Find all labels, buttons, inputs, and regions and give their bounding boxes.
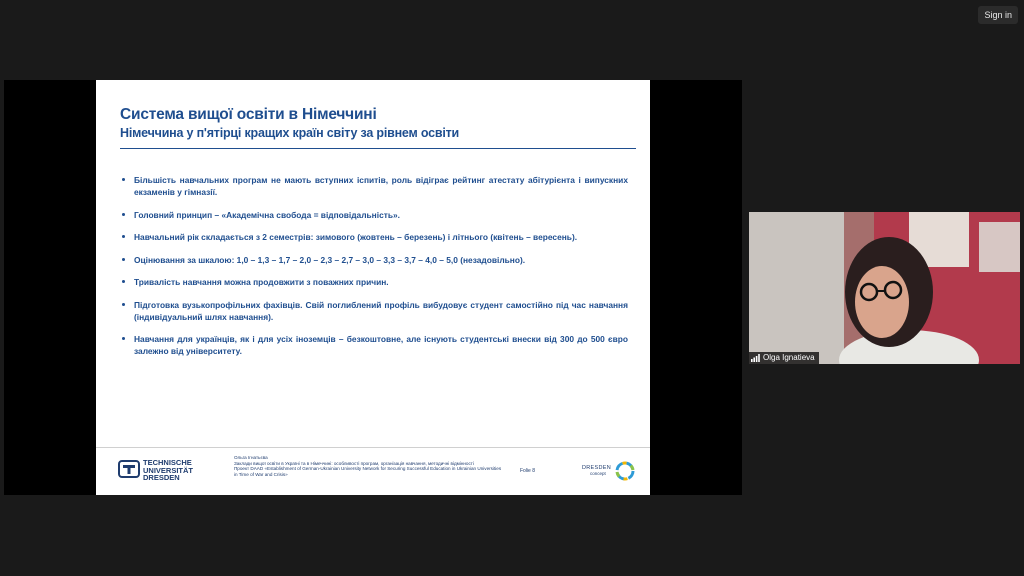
tu-dresden-logo-icon bbox=[118, 460, 140, 478]
slide-footer bbox=[96, 447, 650, 495]
bullet-list bbox=[120, 174, 628, 368]
bullet-item: Підготовка вузькопрофільних фахівців. Свій поглиблений профіль вибудовує студент самостійно під час навчання (індивідуальний шлях навчання). bbox=[120, 299, 628, 323]
bullet-item: Тривалість навчання можна продовжити з поважних причин. bbox=[120, 276, 628, 288]
participant-name-tag bbox=[749, 352, 819, 364]
bullet-item: Більшість навчальних програм не мають вступних іспитів, роль відіграє рейтинг атестату абітурієнта і випускних екзаменів у гімназії. bbox=[120, 174, 628, 198]
slide-subtitle: Німеччина у п'ятірці кращих країн світу за рівнем освіти bbox=[120, 126, 460, 140]
participant-video-tile[interactable] bbox=[749, 212, 1020, 364]
dresden-concept-logo-icon bbox=[614, 460, 636, 482]
university-name-line: UNIVERSITÄT bbox=[143, 465, 194, 475]
footer-info bbox=[234, 455, 504, 477]
bullet-item: Головний принцип – «Академічна свобода = відповідальність». bbox=[120, 209, 628, 221]
participant-video-icon bbox=[749, 212, 1020, 364]
footer-topic: Заклади вищої освіти в Україні та в Німеччині: особливості програм, організація навчання, методичні відмінності bbox=[234, 460, 474, 466]
university-name-line: TECHNISCHE bbox=[143, 458, 192, 467]
bullet-item: Навчання для українців, як і для усіх іноземців – безкоштовне, але існують студентські внески від 300 до 500 євро залежно від університету. bbox=[120, 333, 628, 357]
signal-bars-icon bbox=[751, 354, 760, 362]
bullet-item: Навчальний рік складається з 2 семестрів: зимового (жовтень – березень) і літнього (квітень – вересень). bbox=[120, 231, 628, 243]
title-divider bbox=[120, 148, 636, 149]
slide-page-number: Folie 8 bbox=[520, 468, 536, 474]
partner-name: DRESDEN bbox=[582, 465, 611, 471]
dresden-concept-name bbox=[582, 465, 611, 477]
university-name bbox=[143, 459, 213, 482]
participant-name: Olga Ignatieva bbox=[763, 353, 815, 362]
bullet-item: Оцінювання за шкалою: 1,0 – 1,3 – 1,7 – 2,0 – 2,3 – 2,7 – 3,0 – 3,3 – 3,7 – 4,0 – 5,0 (незадовільно). bbox=[120, 254, 628, 266]
partner-sub: concept bbox=[590, 471, 606, 476]
footer-author: Ольга Ігнатьєва bbox=[234, 455, 268, 460]
university-name-line: DRESDEN bbox=[143, 473, 180, 483]
sign-in-button[interactable]: Sign in bbox=[978, 6, 1018, 24]
presentation-slide bbox=[96, 80, 650, 495]
slide-title: Система вищої освіти в Німеччині bbox=[120, 106, 377, 123]
footer-project: Проект DAAD «Establishment of German-Ukrainian University Network for Securing Successful Education in Ukrainian Universities in Time of War and Crisis» bbox=[234, 466, 502, 477]
